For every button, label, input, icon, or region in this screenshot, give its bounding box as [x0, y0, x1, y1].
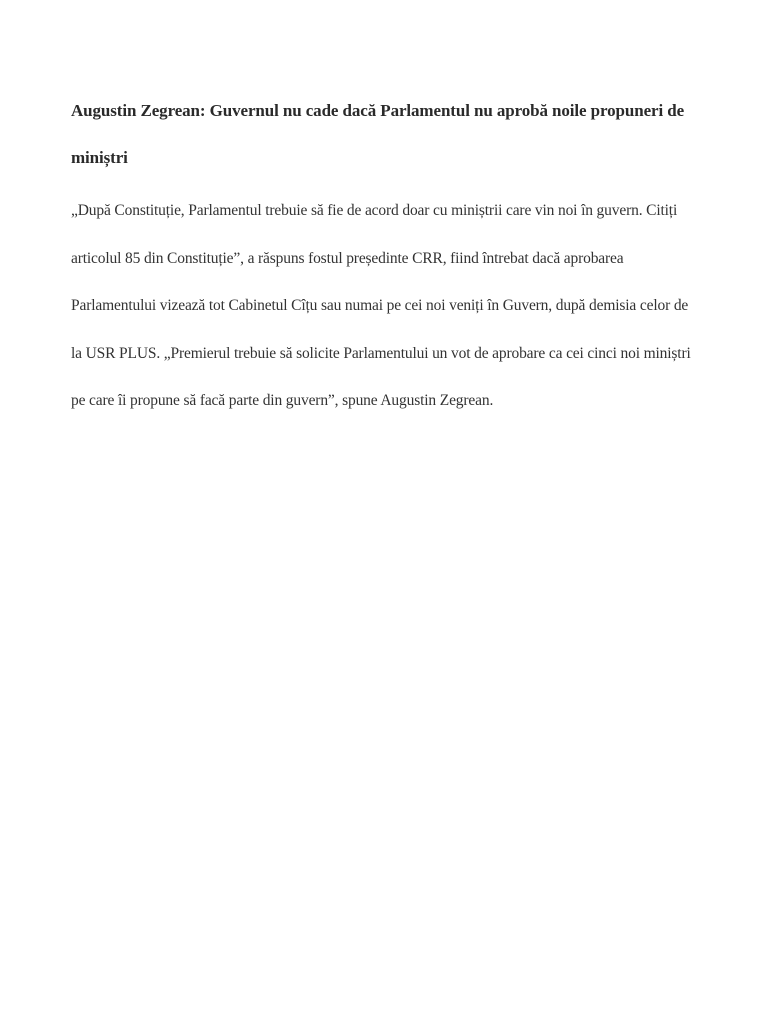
article-body-paragraph: „După Constituție, Parlamentul trebuie să fie de acord doar cu miniștrii care vin noi în guvern. Citiți articolul 85 din Constituție”, a răspuns fostul președinte CRR, fiind întrebat dacă aprobarea Parlamentului vizează tot Cabinetul Cîțu sau numai pe cei noi veniți în Guvern, după demisia celor de la USR PLUS. „Premierul trebuie să solicite Parlamentului un vot de aprobare ca cei cinci noi miniștri pe care îi propune să facă parte din guvern”, spune Augustin Zegrean.	[71, 202, 691, 409]
article-headline: Augustin Zegrean: Guvernul nu cade dacă Parlamentul nu aprobă noile propuneri de miniștri	[71, 101, 685, 167]
document-content	[71, 87, 701, 425]
